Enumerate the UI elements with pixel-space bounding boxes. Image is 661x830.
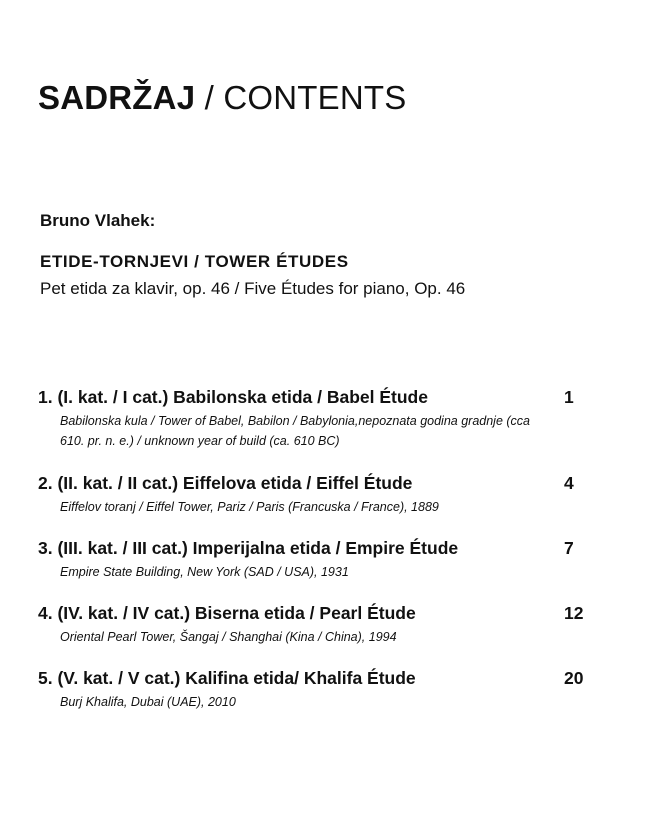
toc-entry-row [38, 536, 598, 560]
toc-entry-title: 2. (II. kat. / II cat.) Eiffelova etida / Eiffel Étude [38, 473, 413, 493]
toc-entry [38, 471, 598, 536]
toc-entry-title: 5. (V. kat. / V cat.) Kalifina etida/ Khalifa Étude [38, 668, 416, 688]
page-title-rest: / CONTENTS [195, 79, 407, 116]
page-title [38, 78, 406, 118]
composer-name: Bruno Vlahek: [40, 211, 156, 230]
toc-entry-title: 4. (IV. kat. / IV cat.) Biserna etida / Pearl Étude [38, 603, 416, 623]
table-of-contents [38, 385, 598, 731]
page-title-bold: SADRŽAJ [38, 79, 196, 116]
toc-entry [38, 601, 598, 666]
toc-entry-page: 1 [564, 387, 574, 407]
toc-entry-page: 20 [564, 668, 584, 688]
toc-entry-description: Oriental Pearl Tower, Šangaj / Shanghai (Kina / China), 1994 [60, 630, 397, 644]
toc-entry-description: Babilonska kula / Tower of Babel, Babilon / Babylonia,nepoznata godina gradnje (cca 610. pr. n. e.) / unknown year of build (ca. 610 BC) [60, 414, 530, 448]
toc-entry [38, 666, 598, 731]
toc-entry-page: 7 [564, 538, 574, 558]
toc-entry-page: 4 [564, 473, 574, 493]
work-subtitle: Pet etida za klavir, op. 46 / Five Études for piano, Op. 46 [40, 279, 466, 298]
work-title: ETIDE-TORNJEVI / TOWER ÉTUDES [40, 252, 349, 271]
toc-entry-description: Burj Khalifa, Dubai (UAE), 2010 [60, 695, 236, 709]
toc-entry-title: 3. (III. kat. / III cat.) Imperijalna etida / Empire Étude [38, 538, 459, 558]
toc-entry-description: Empire State Building, New York (SAD / USA), 1931 [60, 565, 349, 579]
toc-entry-description: Eiffelov toranj / Eiffel Tower, Pariz / Paris (Francuska / France), 1889 [60, 500, 439, 514]
toc-entry-page: 12 [564, 603, 584, 623]
toc-entry [38, 385, 598, 471]
toc-entry-row [38, 471, 598, 495]
toc-entry-row [38, 385, 598, 409]
toc-entry-row [38, 666, 598, 690]
toc-entry-row [38, 601, 598, 625]
toc-entry-title: 1. (I. kat. / I cat.) Babilonska etida / Babel Étude [38, 387, 428, 407]
toc-entry [38, 536, 598, 601]
